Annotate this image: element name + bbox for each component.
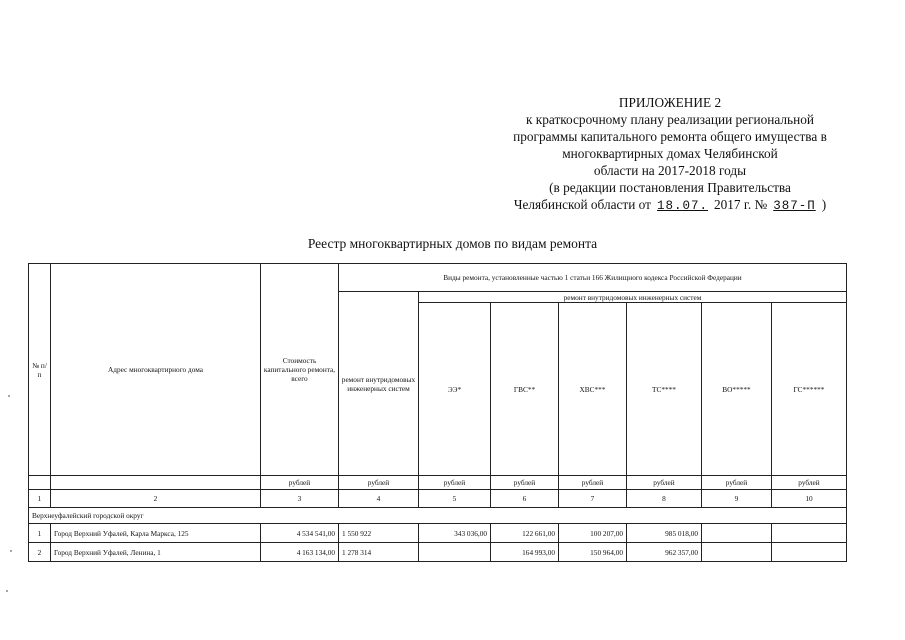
unit-cell: рублей	[559, 476, 627, 490]
cell-internal: 1 550 922	[339, 524, 419, 543]
cell-total: 4 163 134,00	[261, 543, 339, 562]
cell-gvs: 122 661,00	[491, 524, 559, 543]
cell-ee: 343 036,00	[419, 524, 491, 543]
cell-gs	[772, 543, 847, 562]
appendix-line: области на 2017-2018 годы	[593, 163, 747, 178]
unit-cell: рублей	[339, 476, 419, 490]
header-ts: ТС****	[627, 303, 702, 476]
header-hvs: ХВС***	[559, 303, 627, 476]
column-number: 5	[419, 490, 491, 508]
cell-vo	[702, 524, 772, 543]
cell-ts: 962 357,00	[627, 543, 702, 562]
cell-total: 4 534 541,00	[261, 524, 339, 543]
cell-address: Город Верхний Уфалей, Ленина, 1	[51, 543, 261, 562]
cell-gvs: 164 993,00	[491, 543, 559, 562]
column-number: 8	[627, 490, 702, 508]
table-row	[29, 543, 847, 562]
table-row	[29, 524, 847, 543]
column-number: 6	[491, 490, 559, 508]
decree-mid: 2017 г. №	[713, 197, 768, 212]
header-vo: ВО*****	[702, 303, 772, 476]
header-ee: ЭЭ*	[419, 303, 491, 476]
unit-cell: рублей	[702, 476, 772, 490]
appendix-line: (в редакции постановления Правительства	[549, 180, 791, 195]
column-number: 3	[261, 490, 339, 508]
appendix-line: к краткосрочному плану реализации региональной	[526, 112, 814, 127]
header-gvs: ГВС**	[491, 303, 559, 476]
cell-internal: 1 278 314	[339, 543, 419, 562]
scan-speck	[6, 590, 8, 592]
header-internal: ремонт внутридомовых инженерных систем	[339, 292, 419, 476]
appendix-line-decree	[480, 196, 860, 215]
header-address: Адрес многоквартирного дома	[51, 264, 261, 476]
appendix-line: программы капитального ремонта общего имущества в	[513, 129, 827, 144]
unit-empty	[29, 476, 51, 490]
header-num: № п/п	[29, 264, 51, 476]
page-title: Реестр многоквартирных домов по видам ремонта	[307, 236, 598, 251]
column-number: 2	[51, 490, 261, 508]
section-row: Верхнеуфалейский городской округ	[29, 508, 847, 524]
cell-hvs: 100 207,00	[559, 524, 627, 543]
header-gs: ГС******	[772, 303, 847, 476]
column-number: 4	[339, 490, 419, 508]
cell-gs	[772, 524, 847, 543]
column-number: 1	[29, 490, 51, 508]
decree-number: 387-П	[773, 199, 816, 213]
cell-ts: 985 018,00	[627, 524, 702, 543]
unit-cell: рублей	[627, 476, 702, 490]
decree-suffix: )	[821, 197, 827, 212]
cell-num: 1	[29, 524, 51, 543]
appendix-title: ПРИЛОЖЕНИЕ 2	[618, 95, 722, 110]
scan-speck	[10, 550, 12, 552]
cell-vo	[702, 543, 772, 562]
scan-speck	[8, 395, 10, 397]
unit-cell: рублей	[419, 476, 491, 490]
appendix-line: многоквартирных домах Челябинской	[562, 146, 778, 161]
unit-cell: рублей	[772, 476, 847, 490]
column-number: 7	[559, 490, 627, 508]
column-number: 9	[702, 490, 772, 508]
registry-table	[28, 263, 847, 562]
unit-cell: рублей	[261, 476, 339, 490]
appendix-header	[480, 94, 860, 215]
unit-empty	[51, 476, 261, 490]
column-number: 10	[772, 490, 847, 508]
decree-date: 18.07.	[656, 199, 708, 213]
header-cost: Стоимость капитального ремонта, всего	[261, 264, 339, 476]
unit-cell: рублей	[491, 476, 559, 490]
cell-hvs: 150 964,00	[559, 543, 627, 562]
cell-num: 2	[29, 543, 51, 562]
header-repair-types: Виды ремонта, установленные частью 1 статьи 166 Жилищного кодекса Российской Федерации	[339, 264, 847, 292]
header-internal-group: ремонт внутридомовых инженерных систем	[419, 292, 847, 303]
cell-ee	[419, 543, 491, 562]
decree-prefix: Челябинской области от	[513, 197, 651, 212]
cell-address: Город Верхний Уфалей, Карла Маркса, 125	[51, 524, 261, 543]
